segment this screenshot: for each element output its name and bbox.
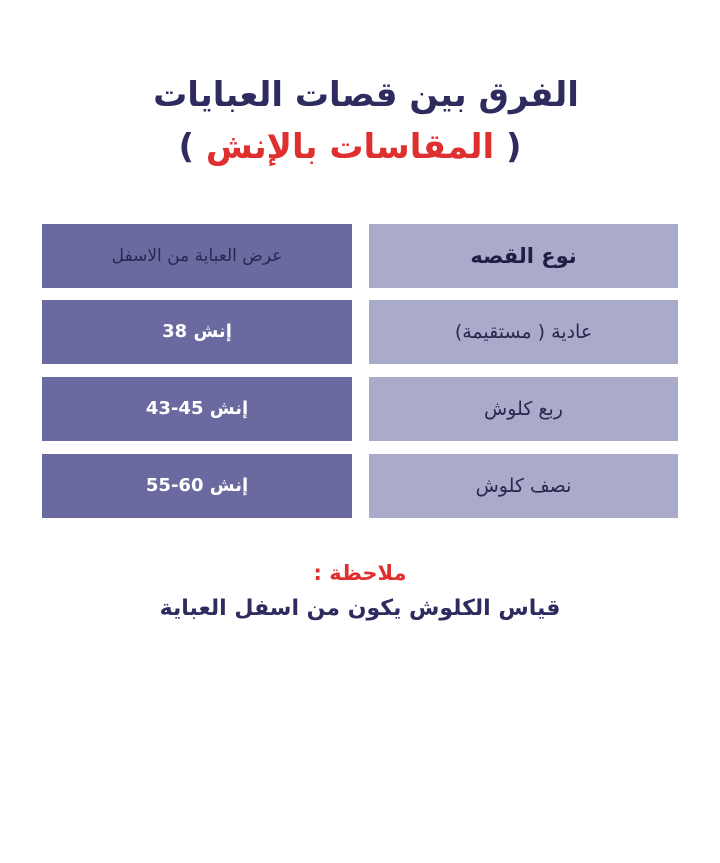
subtitle-accent-text: المقاسات بالإنش (205, 127, 495, 167)
header-cut-type: نوع القصه (369, 224, 678, 288)
row-1-width: إنش 38 (42, 300, 352, 364)
subtitle-close-paren: ) (178, 127, 206, 167)
subtitle-open-paren: ( (494, 127, 522, 167)
page-subtitle (0, 125, 710, 169)
row-3-cut-type: نصف كلوش (369, 454, 678, 518)
note-text: قياس الكلوش يكون من اسفل العباية (159, 596, 561, 621)
row-3-width: إنش 60-55 (42, 454, 352, 518)
row-2-width: إنش 45-43 (42, 377, 352, 441)
page-title: الفرق بين قصات العبايات (153, 75, 579, 115)
row-2-cut-type: ربع كلوش (369, 377, 678, 441)
row-1-cut-type: عادية ( مستقيمة) (369, 300, 678, 364)
note-label: ملاحظة : (313, 561, 407, 585)
header-bottom-width: عرض العباية من الاسفل (42, 224, 352, 288)
